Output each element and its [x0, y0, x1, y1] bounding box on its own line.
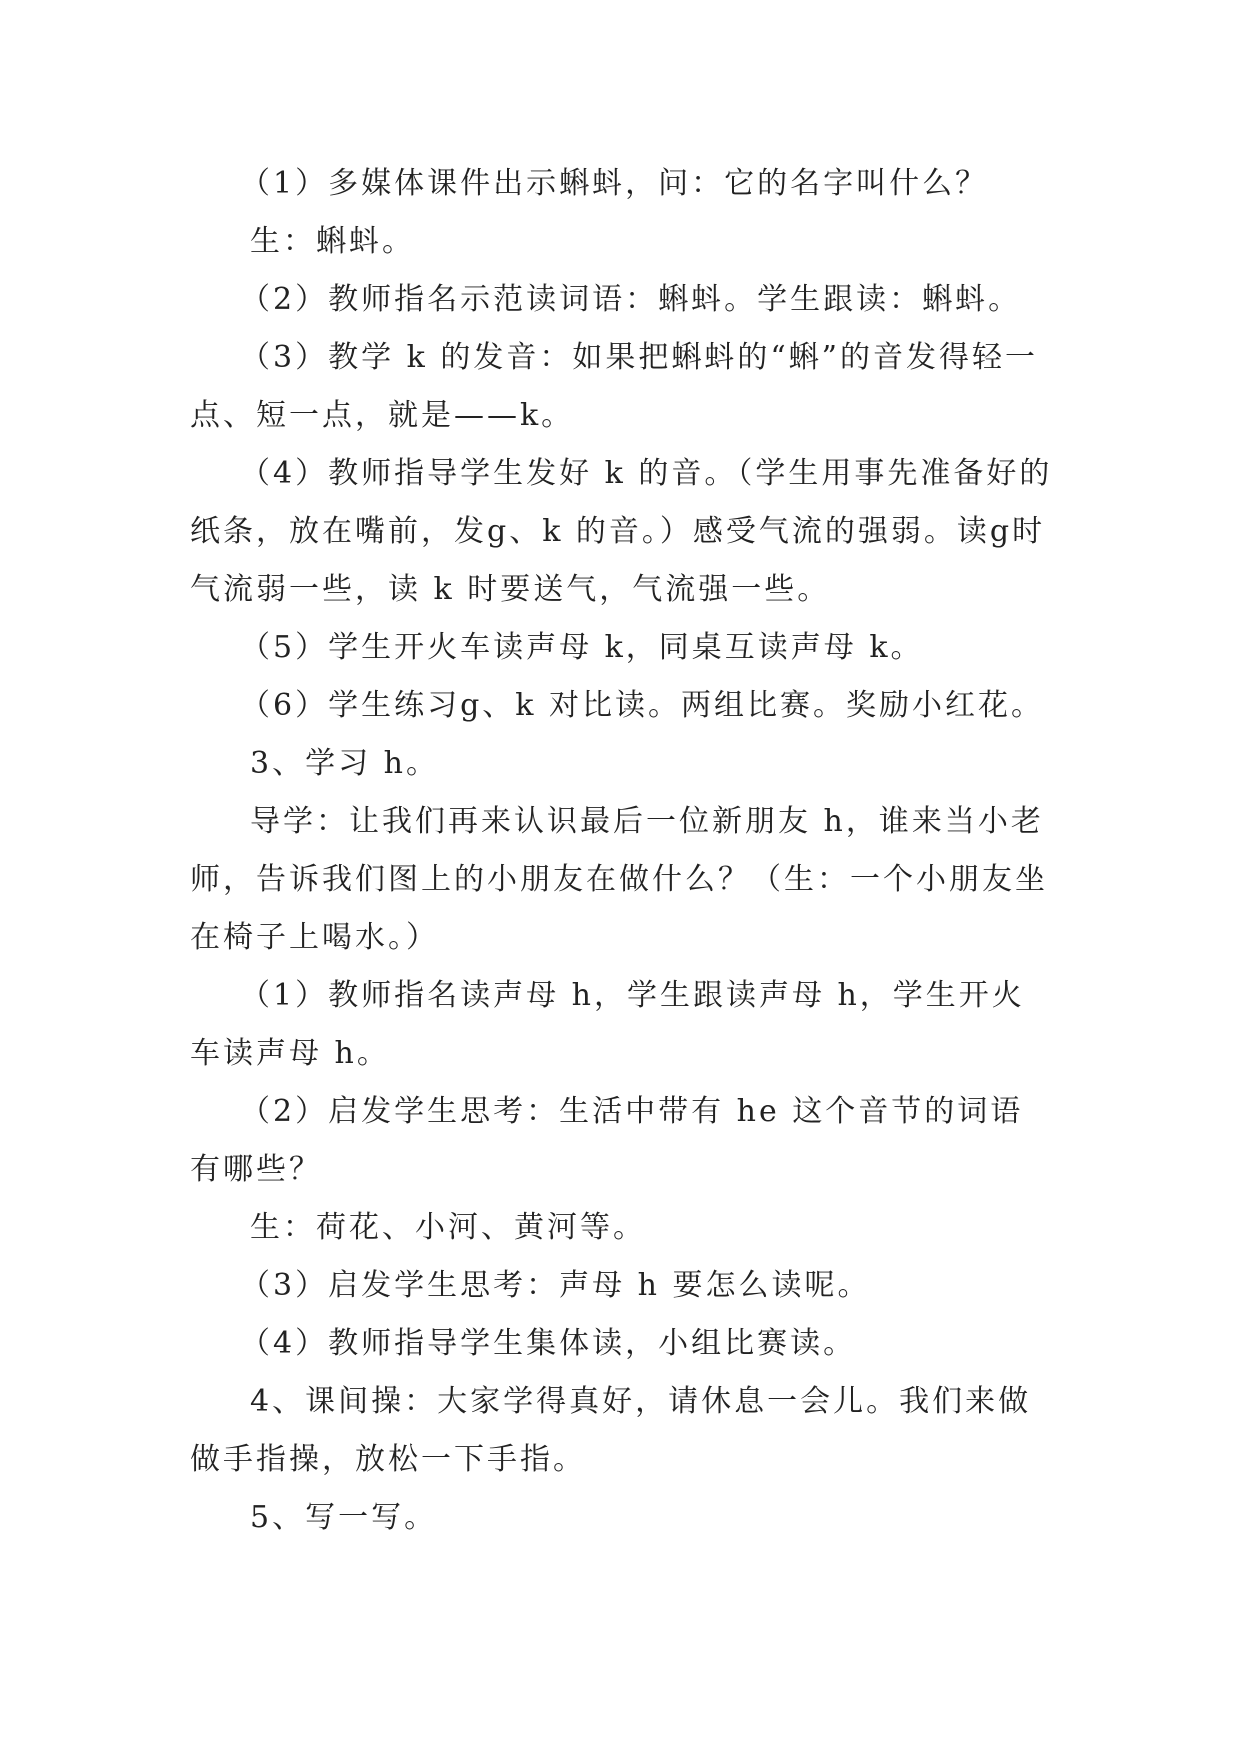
paragraph-step-4: （4）教师指导学生发好 k 的音。（学生用事先准备好的纸条，放在嘴前，发g、k 的音。）感受气流的强弱。读g时气流弱一些，读 k 时要送气，气流强一些。 — [190, 456, 1053, 607]
paragraph-student-answer-2: 生：荷花、小河、黄河等。 — [250, 1210, 646, 1245]
paragraph-step-5: （5）学生开火车读声母 k，同桌互读声母 k。 — [240, 630, 924, 665]
paragraph-student-answer: 生：蝌蚪。 — [250, 224, 415, 259]
section-heading-5: 5、写一写。 — [250, 1500, 438, 1535]
section-heading-3: 3、学习 h。 — [250, 746, 439, 781]
paragraph-h-step-3: （3）启发学生思考：声母 h 要怎么读呢。 — [240, 1268, 871, 1303]
document-body — [190, 155, 1055, 1547]
paragraph-step-1: （1）多媒体课件出示蝌蚪，问：它的名字叫什么？ — [240, 166, 989, 201]
paragraph-h-step-4: （4）教师指导学生集体读，小组比赛读。 — [240, 1326, 857, 1361]
paragraph-step-2: （2）教师指名示范读词语：蝌蚪。学生跟读：蝌蚪。 — [240, 282, 1022, 317]
paragraph-guide: 导学：让我们再来认识最后一位新朋友 h，谁来当小老师，告诉我们图上的小朋友在做什么？（生：一个小朋友坐在椅子上喝水。） — [190, 804, 1048, 955]
paragraph-h-step-1: （1）教师指名读声母 h，学生跟读声母 h，学生开火车读声母 h。 — [190, 978, 1025, 1071]
paragraph-step-3: （3）教学 k 的发音：如果把蝌蚪的“蝌”的音发得轻一点、短一点，就是——k。 — [190, 340, 1039, 433]
paragraph-step-6: （6）学生练习g、k 对比读。两组比赛。奖励小红花。 — [240, 688, 1045, 723]
paragraph-h-step-2: （2）启发学生思考：生活中带有 he 这个音节的词语有哪些？ — [190, 1094, 1024, 1187]
section-heading-4: 4、课间操：大家学得真好，请休息一会儿。我们来做做手指操，放松一下手指。 — [190, 1384, 1032, 1477]
